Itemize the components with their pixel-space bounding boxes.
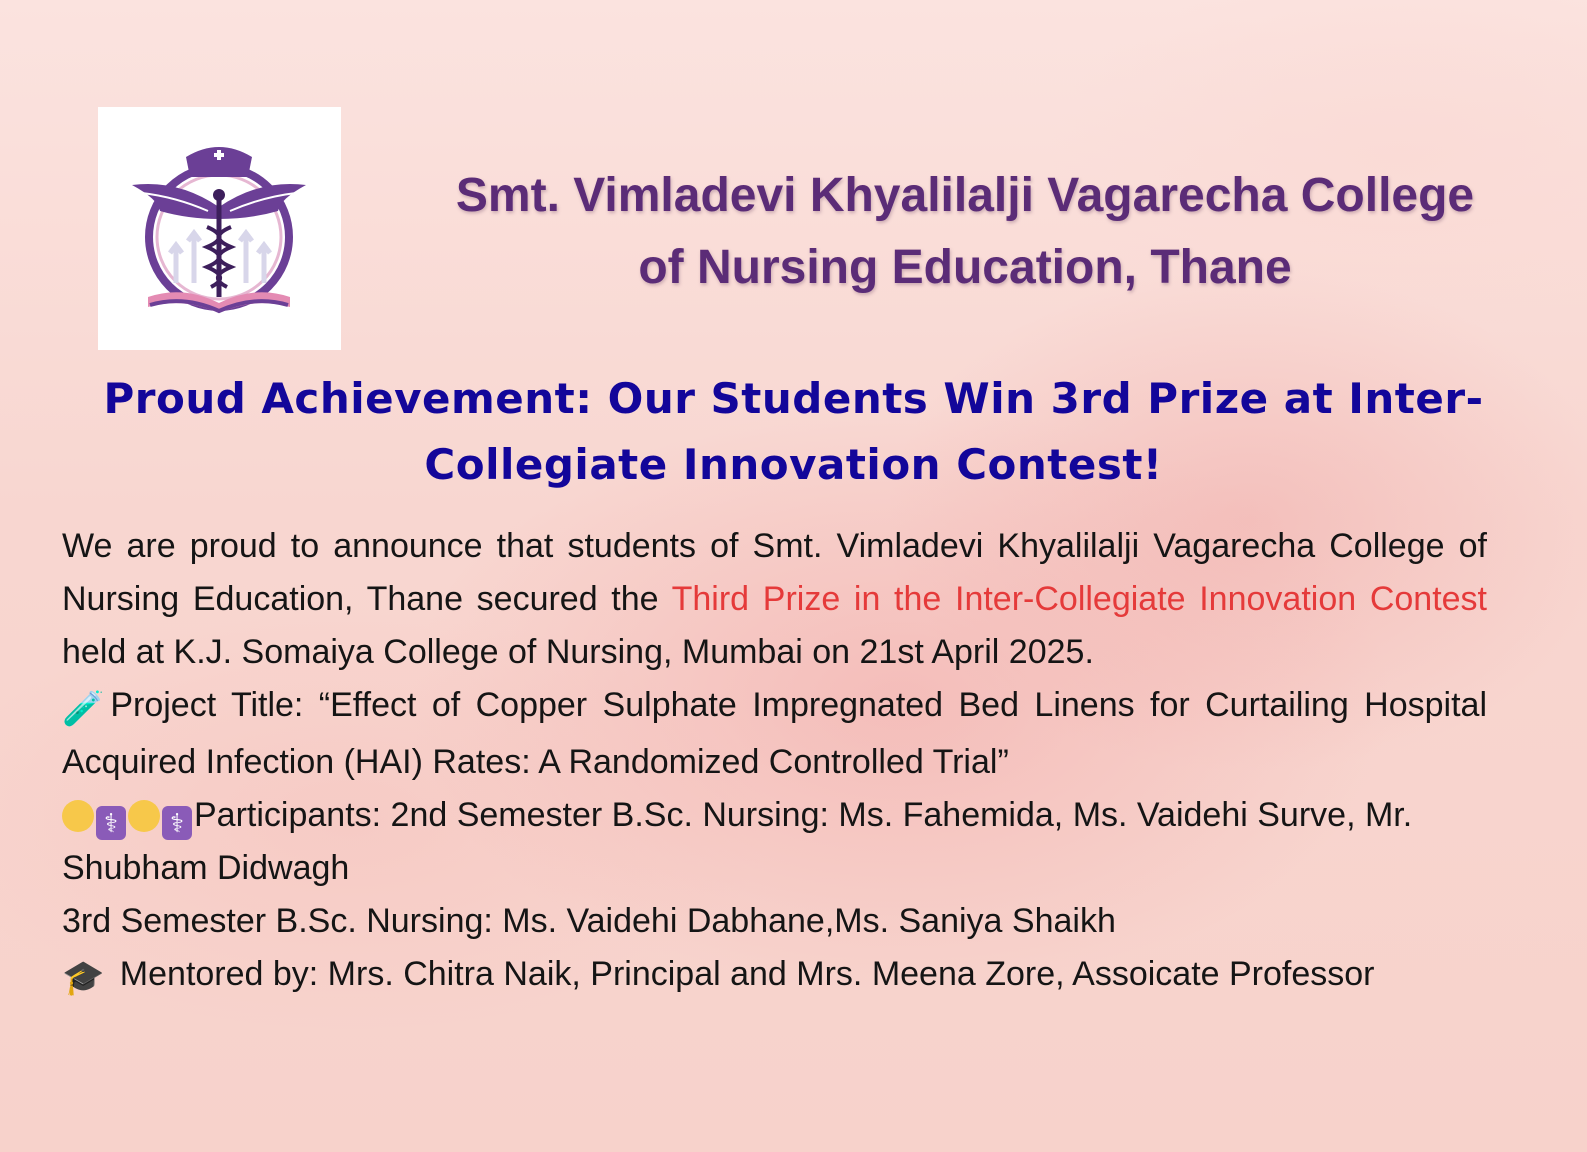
- male-face-icon: [62, 800, 94, 832]
- participants-line-1: Participants: 2nd Semester B.Sc. Nursing: Ms. Fahemida, Ms. Vaidehi Surve, Mr. Shubham Didwagh: [62, 796, 1413, 887]
- nursing-college-logo-icon: [98, 107, 341, 350]
- headline-line-2: Collegiate Innovation Contest!: [424, 440, 1163, 489]
- participants-line-2: 3rd Semester B.Sc. Nursing: Ms. Vaidehi Dabhane,Ms. Saniya Shaikh: [62, 902, 1116, 940]
- college-name: [390, 160, 1540, 304]
- female-face-icon: [128, 800, 160, 832]
- announcement-body: [62, 520, 1487, 1005]
- announcement-paragraph: [62, 520, 1487, 679]
- project-title: Project Title: “Effect of Copper Sulphate Impregnated Bed Linens for Curtailing Hospital Acquired Infection (HAI) Rates: A Randomized Controlled Trial”: [62, 686, 1487, 781]
- project-paragraph: [62, 679, 1487, 789]
- mentors-paragraph: [62, 948, 1487, 1005]
- mentors-text: Mentored by: Mrs. Chitra Naik, Principal and Mrs. Meena Zore, Assoicate Professor: [119, 955, 1375, 993]
- venue-date-text: held at K.J. Somaiya College of Nursing, Mumbai on 21st April 2025.: [62, 633, 1094, 671]
- college-logo: [98, 107, 341, 350]
- intro-text: We are proud to announce that students of Smt. Vimladevi Khyalilalji Vagarecha College of Nursing Education, Thane secured the: [62, 527, 1487, 618]
- college-name-line-2: of Nursing Education, Thane: [638, 241, 1292, 294]
- health-worker-icon: ⚕: [96, 806, 126, 840]
- prize-highlight: Third Prize in the Inter-Collegiate Innovation Contest: [671, 580, 1487, 618]
- test-tube-icon: 🧪: [62, 689, 105, 729]
- headline: [40, 366, 1547, 498]
- college-name-line-1: Smt. Vimladevi Khyalilalji Vagarecha College: [455, 169, 1475, 222]
- health-worker-icon: ⚕: [162, 806, 192, 840]
- graduation-cap-icon: 🎓: [62, 958, 105, 998]
- participants-paragraph: [62, 789, 1487, 895]
- headline-line-1: Proud Achievement: Our Students Win 3rd Prize at Inter-: [103, 374, 1484, 423]
